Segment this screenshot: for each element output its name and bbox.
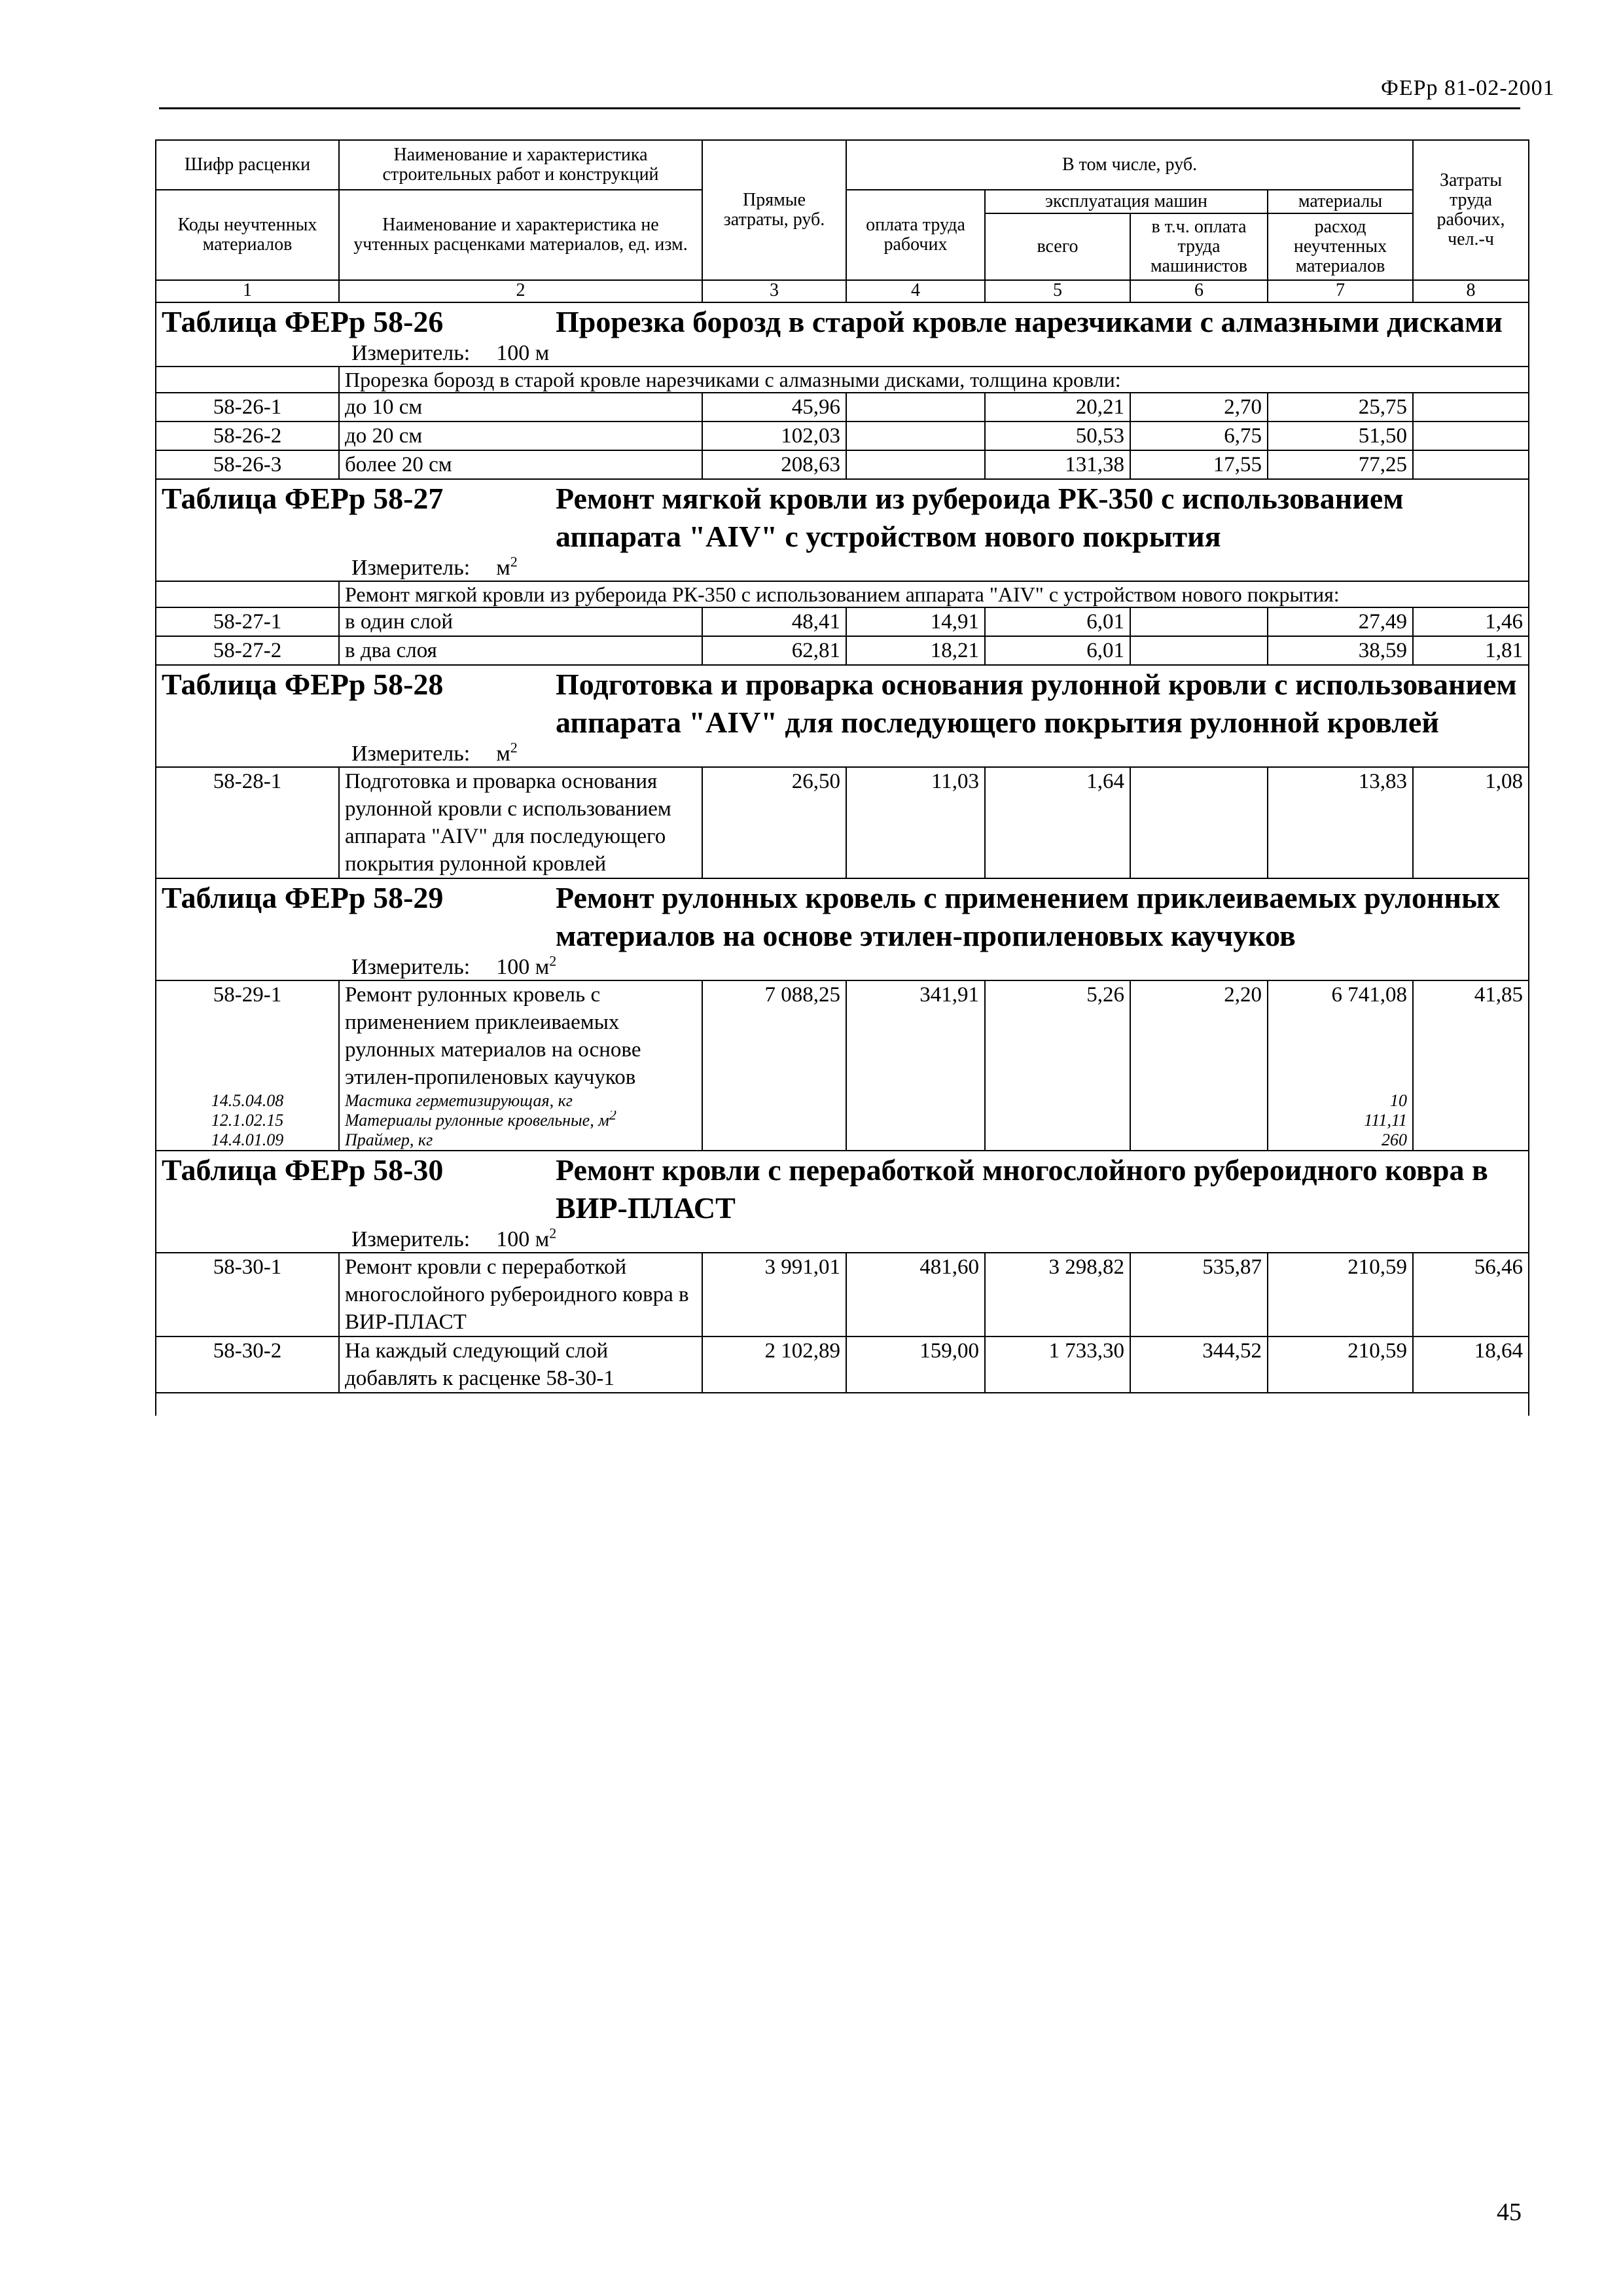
labor-hours (1413, 450, 1529, 479)
table-title: Таблица ФЕРр 58-27 (162, 482, 444, 515)
machinist-pay: 535,87 (1130, 1253, 1268, 1336)
labor-pay: 341,91 (846, 980, 985, 1091)
materials-header: материалы (1268, 190, 1413, 213)
col7-header: расход неучтенных материалов (1268, 213, 1413, 280)
rate-code: 58-26-3 (156, 450, 339, 479)
column-number: 7 (1268, 280, 1413, 302)
rate-code: 58-27-2 (156, 636, 339, 665)
empty-cell (702, 1091, 846, 1111)
materials-cost: 77,25 (1268, 450, 1413, 479)
empty-cell (846, 1111, 985, 1130)
empty-cell (985, 1091, 1130, 1111)
material-row (156, 1091, 1529, 1111)
direct-costs: 208,63 (702, 450, 846, 479)
empty-cell (1130, 1111, 1268, 1130)
machines-total: 3 298,82 (985, 1253, 1130, 1336)
table-row (156, 422, 1529, 450)
rate-code: 58-28-1 (156, 767, 339, 878)
material-row (156, 1111, 1529, 1130)
material-quantity: 260 (1268, 1130, 1413, 1151)
table-description: Прорезка борозд в старой кровле нарезчиками с алмазными дисками (556, 305, 1503, 338)
rate-code: 58-27-1 (156, 607, 339, 636)
table-section-heading (156, 1151, 1529, 1253)
machines-total: 20,21 (985, 393, 1130, 422)
work-name: Подготовка и проварка основания рулонной кровли с использованием аппарата "AIV" для последующего покрытия рулонной кровлей (339, 767, 702, 878)
table-section-heading (156, 479, 1529, 581)
col6-header: в т.ч. оплата труда машинистов (1130, 213, 1268, 280)
column-number: 5 (985, 280, 1130, 302)
table-row (156, 767, 1529, 878)
table-title: Таблица ФЕРр 58-30 (162, 1153, 444, 1187)
unit-superscript: 2 (609, 1111, 616, 1123)
table-title: Таблица ФЕРр 58-29 (162, 881, 444, 914)
labor-hours: 56,46 (1413, 1253, 1529, 1336)
column-number: 1 (156, 280, 339, 302)
table-description: Ремонт кровли с переработкой многослойного рубероидного ковра в ВИР-ПЛАСТ (556, 1153, 1488, 1225)
table-description: Ремонт рулонных кровель с применением приклеиваемых рулонных материалов на основе этилен-пропиленовых каучуков (556, 881, 1500, 952)
empty-cell (846, 1091, 985, 1111)
materials-cost: 51,50 (1268, 422, 1413, 450)
measure-line (162, 553, 1523, 581)
col5-header: всего (985, 213, 1130, 280)
empty-cell (1130, 1091, 1268, 1111)
col2-bottom-header: Наименование и характеристика не учтенных расценками материалов, ед. изм. (339, 190, 702, 280)
machinist-pay (1130, 767, 1268, 878)
empty-cell (1413, 1130, 1529, 1151)
materials-cost: 13,83 (1268, 767, 1413, 878)
labor-pay (846, 393, 985, 422)
table-section-heading (156, 302, 1529, 367)
measure-label: Измеритель: (351, 742, 471, 766)
materials-cost: 210,59 (1268, 1253, 1413, 1336)
material-name: Материалы рулонные кровельные, м (345, 1111, 609, 1130)
rate-code: 58-30-1 (156, 1253, 339, 1336)
col1-top-header: Шифр расценки (156, 140, 339, 190)
col1-bottom-header: Коды неучтенных материалов (156, 190, 339, 280)
measure-unit: м (496, 742, 510, 766)
col3-header: Прямые затраты, руб. (702, 140, 846, 280)
direct-costs: 48,41 (702, 607, 846, 636)
material-quantity: 10 (1268, 1091, 1413, 1111)
column-number: 2 (339, 280, 702, 302)
price-table (155, 139, 1529, 1416)
labor-pay: 18,21 (846, 636, 985, 665)
work-name: до 10 см (339, 393, 702, 422)
labor-pay: 159,00 (846, 1336, 985, 1393)
direct-costs: 26,50 (702, 767, 846, 878)
machines-total: 5,26 (985, 980, 1130, 1091)
rate-code: 58-29-1 (156, 980, 339, 1091)
empty-cell (985, 1111, 1130, 1130)
measure-label: Измеритель: (351, 1227, 471, 1251)
machinist-pay (1130, 636, 1268, 665)
measure-label: Измеритель: (351, 556, 471, 580)
table-row (156, 1253, 1529, 1336)
empty-cell (156, 581, 339, 607)
empty-cell (702, 1130, 846, 1151)
rate-code: 58-26-2 (156, 422, 339, 450)
measure-line (162, 1227, 1523, 1252)
labor-hours (1413, 422, 1529, 450)
direct-costs: 102,03 (702, 422, 846, 450)
labor-pay: 481,60 (846, 1253, 985, 1336)
table-row (156, 1336, 1529, 1393)
empty-cell (156, 367, 339, 393)
column-number: 3 (702, 280, 846, 302)
empty-cell (846, 1130, 985, 1151)
unit-superscript: 2 (510, 739, 518, 756)
document-code: ФЕРр 81-02-2001 (1381, 76, 1555, 100)
col4-header: оплата труда рабочих (846, 190, 985, 280)
column-number: 4 (846, 280, 985, 302)
labor-hours: 1,46 (1413, 607, 1529, 636)
table-description: Ремонт мягкой кровли из рубероида РК-350 с использованием аппарата "AIV" с устройством нового покрытия (556, 482, 1404, 553)
work-name: в два слоя (339, 636, 702, 665)
empty-cell (1413, 1091, 1529, 1111)
table-subheading: Ремонт мягкой кровли из рубероида РК-350 с использованием аппарата "AIV" с устройством нового покрытия: (339, 581, 1529, 607)
table-subheading: Прорезка борозд в старой кровле нарезчиками с алмазными дисками, толщина кровли: (339, 367, 1529, 393)
empty-cell (985, 1130, 1130, 1151)
machines-total: 50,53 (985, 422, 1130, 450)
col2-top-header: Наименование и характеристика строительных работ и конструкций (339, 140, 702, 190)
labor-pay: 11,03 (846, 767, 985, 878)
materials-cost: 210,59 (1268, 1336, 1413, 1393)
labor-pay (846, 422, 985, 450)
rate-code: 58-30-2 (156, 1336, 339, 1393)
work-name: до 20 см (339, 422, 702, 450)
labor-hours: 18,64 (1413, 1336, 1529, 1393)
measure-label: Измеритель: (351, 341, 471, 365)
machinist-pay: 344,52 (1130, 1336, 1268, 1393)
work-name: Ремонт рулонных кровель с применением приклеиваемых рулонных материалов на основе этилен-пропиленовых каучуков (339, 980, 702, 1091)
direct-costs: 7 088,25 (702, 980, 846, 1091)
work-name: На каждый следующий слой добавлять к расценке 58-30-1 (339, 1336, 702, 1393)
materials-cost: 38,59 (1268, 636, 1413, 665)
measure-line (162, 739, 1523, 766)
table-title: Таблица ФЕРр 58-28 (162, 668, 444, 701)
col8-header: Затраты труда рабочих, чел.-ч (1413, 140, 1529, 280)
table-section-heading (156, 878, 1529, 980)
material-code: 14.5.04.08 (156, 1091, 339, 1111)
machinist-pay (1130, 607, 1268, 636)
machines-total: 1 733,30 (985, 1336, 1130, 1393)
machines-total: 6,01 (985, 636, 1130, 665)
material-name: Праймер, кг (339, 1130, 702, 1151)
labor-hours (1413, 393, 1529, 422)
materials-cost: 6 741,08 (1268, 980, 1413, 1091)
rate-code: 58-26-1 (156, 393, 339, 422)
measure-line (162, 952, 1523, 980)
materials-cost: 27,49 (1268, 607, 1413, 636)
material-code: 14.4.01.09 (156, 1130, 339, 1151)
table-section-heading (156, 665, 1529, 767)
labor-pay: 14,91 (846, 607, 985, 636)
table-row (156, 980, 1529, 1091)
machines-total: 6,01 (985, 607, 1130, 636)
material-quantity: 111,11 (1268, 1111, 1413, 1130)
machines-total: 131,38 (985, 450, 1130, 479)
empty-cell (1130, 1130, 1268, 1151)
material-name-cell (339, 1111, 702, 1130)
machinist-pay: 6,75 (1130, 422, 1268, 450)
table-row (156, 636, 1529, 665)
page-number: 45 (1497, 2198, 1522, 2226)
direct-costs: 3 991,01 (702, 1253, 846, 1336)
direct-costs: 2 102,89 (702, 1336, 846, 1393)
included-header: В том числе, руб. (846, 140, 1413, 190)
direct-costs: 45,96 (702, 393, 846, 422)
labor-hours: 1,08 (1413, 767, 1529, 878)
machinist-pay: 2,20 (1130, 980, 1268, 1091)
column-number: 6 (1130, 280, 1268, 302)
table-description: Подготовка и проварка основания рулонной кровли с использованием аппарата "AIV" для последующего покрытия рулонной кровлей (556, 668, 1517, 739)
column-number: 8 (1413, 280, 1529, 302)
labor-pay (846, 450, 985, 479)
table-row (156, 450, 1529, 479)
machinist-pay: 17,55 (1130, 450, 1268, 479)
measure-unit: 100 м (496, 955, 550, 979)
table-row (156, 607, 1529, 636)
material-row (156, 1130, 1529, 1151)
header-rule (159, 107, 1520, 109)
empty-cell (1413, 1111, 1529, 1130)
empty-cell (702, 1111, 846, 1130)
measure-unit: м (496, 556, 510, 580)
measure-unit: 100 м (496, 1227, 550, 1251)
material-code: 12.1.02.15 (156, 1111, 339, 1130)
table-title: Таблица ФЕРр 58-26 (162, 305, 444, 338)
labor-hours: 41,85 (1413, 980, 1529, 1091)
work-name: Ремонт кровли с переработкой многослойного рубероидного ковра в ВИР-ПЛАСТ (339, 1253, 702, 1336)
table-row (156, 393, 1529, 422)
machines-total: 1,64 (985, 767, 1130, 878)
unit-superscript: 2 (549, 952, 557, 969)
work-name: в один слой (339, 607, 702, 636)
measure-unit: 100 м (496, 341, 550, 365)
unit-superscript: 2 (510, 553, 518, 570)
materials-cost: 25,75 (1268, 393, 1413, 422)
machines-header: эксплуатация машин (985, 190, 1268, 213)
work-name: более 20 см (339, 450, 702, 479)
table-open-end (156, 1393, 1529, 1416)
direct-costs: 62,81 (702, 636, 846, 665)
measure-line (162, 341, 1523, 366)
machinist-pay: 2,70 (1130, 393, 1268, 422)
measure-label: Измеритель: (351, 955, 471, 979)
unit-superscript: 2 (549, 1225, 557, 1242)
material-name: Мастика герметизирующая, кг (339, 1091, 702, 1111)
labor-hours: 1,81 (1413, 636, 1529, 665)
